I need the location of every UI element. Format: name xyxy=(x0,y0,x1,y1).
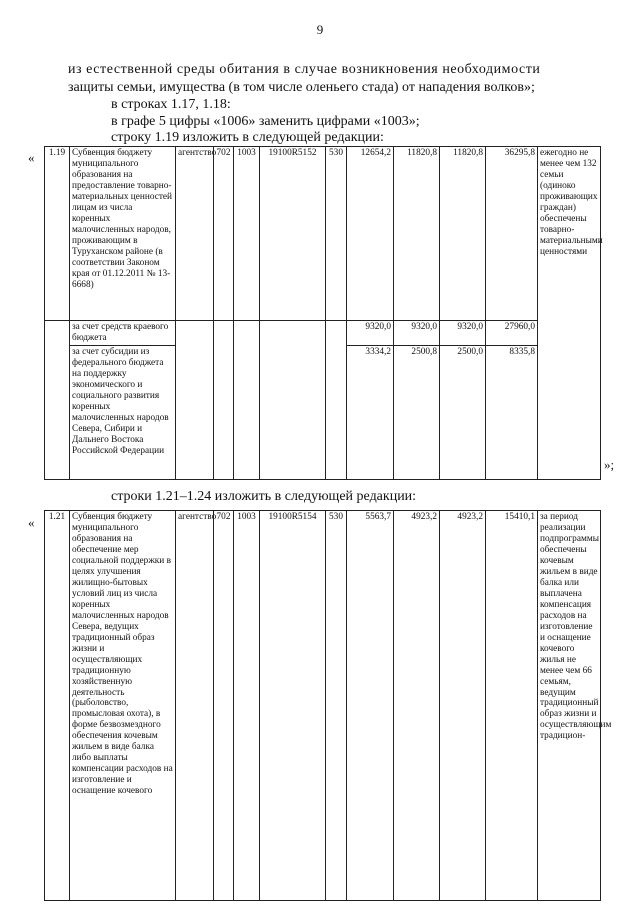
intro-line-5: строку 1.19 изложить в следующей редакции: xyxy=(111,130,384,145)
value-year1: 5563,7 xyxy=(347,511,394,901)
expense-type-cell: 530 xyxy=(326,511,347,901)
value-year3: 4923,2 xyxy=(440,511,486,901)
intro-line-2: защиты семьи, имущества (в том числе оленьего стада) от нападения волков»; xyxy=(68,80,535,95)
grbs-cell: 702 xyxy=(214,147,234,321)
sub-value-year2: 9320,0 xyxy=(394,321,440,346)
sub-value-year1: 9320,0 xyxy=(347,321,394,346)
target-code-cell: 19100R5152 xyxy=(260,147,326,321)
value-total: 15410,1 xyxy=(486,511,538,901)
expected-result: за период реализации подпрограммы обеспечены кочевым жильем в виде балка или выплачена компенсация расходов на изготовление и оснащение кочевого жилья не менее чем 66 семьям, ведущим традиционный образ жизни и осуществляющим традицион- xyxy=(538,511,601,901)
intro-line-3: в строках 1.17, 1.18: xyxy=(111,97,231,112)
expected-result: ежегодно не менее чем 132 семьи (одиноко проживающих граждан) обеспечены товарно-материальными ценностями xyxy=(538,147,601,480)
sub-value-total: 27960,0 xyxy=(486,321,538,346)
quote-close-1: »; xyxy=(604,457,615,472)
value-year2: 11820,8 xyxy=(394,147,440,321)
intro-line-1: из естественной среды обитания в случае возникновения необходимости xyxy=(68,62,541,77)
sub-value-total: 8335,8 xyxy=(486,345,538,479)
sub-value-year3: 2500,0 xyxy=(440,345,486,479)
expense-type-cell: 530 xyxy=(326,147,347,321)
quote-open-2: « xyxy=(28,515,35,530)
section-cell: 1003 xyxy=(234,511,260,901)
table-row-1-19 xyxy=(44,146,601,480)
table-row-1-21 xyxy=(44,510,612,901)
sub-value-year1: 3334,2 xyxy=(347,345,394,479)
row-number: 1.21 xyxy=(45,511,70,901)
value-year2: 4923,2 xyxy=(394,511,440,901)
sub-row-label: за счет субсидии из федерального бюджета на поддержку экономического и социального развития коренных малочисленных народов Севера, Сибири и Дальнего Востока Российской Федерации xyxy=(70,345,176,479)
page-number: 9 xyxy=(316,22,324,37)
row-description: Субвенция бюджету муниципального образования на предоставление товарно-материальных ценностей лицам из числа коренных малочисленных народов, проживающим в Туруханском районе (в соответствии Законом края от 01.12.2011 № 13-6668) xyxy=(70,147,176,321)
sub-value-year2: 2500,8 xyxy=(394,345,440,479)
intro-line-4: в графе 5 цифры «1006» заменить цифрами «1003»; xyxy=(111,114,420,129)
sub-value-year3: 9320,0 xyxy=(440,321,486,346)
agency-cell: агентство xyxy=(176,147,214,321)
sub-row-label: за счет средств краевого бюджета xyxy=(70,321,176,346)
grbs-cell: 702 xyxy=(214,511,234,901)
agency-cell: агентство xyxy=(176,511,214,901)
section-cell: 1003 xyxy=(234,147,260,321)
mid-line: строки 1.21–1.24 изложить в следующей редакции: xyxy=(111,489,417,504)
row-number: 1.19 xyxy=(45,147,70,321)
value-year3: 11820,8 xyxy=(440,147,486,321)
target-code-cell: 19100R5154 xyxy=(260,511,326,901)
value-total: 36295,8 xyxy=(486,147,538,321)
value-year1: 12654,2 xyxy=(347,147,394,321)
quote-open-1: « xyxy=(28,150,35,165)
row-description: Субвенция бюджету муниципального образования на обеспечение мер социальной поддержки в целях улучшения жилищно-бытовых условий лиц из числа коренных малочисленных народов Севера, ведущих традиционный образ жизни и осуществляющих традиционную хозяйственную деятельность (рыболовство, промысловая охота), в форме безвозмездного обеспечения кочевым жильем в виде балка либо выплаты компенсации расходов на изготовление и оснащение кочевого xyxy=(70,511,176,901)
